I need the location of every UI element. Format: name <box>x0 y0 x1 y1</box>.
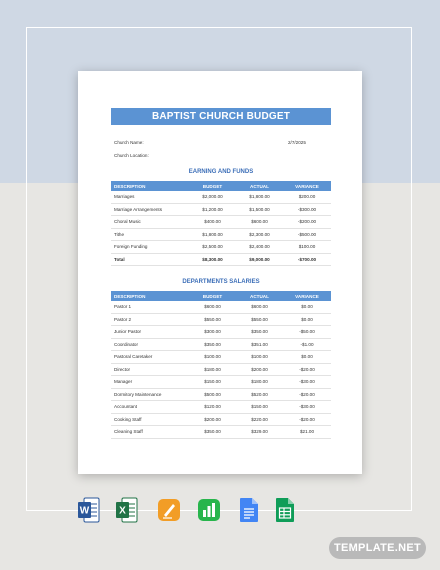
cell-actual: $1,500.00 <box>236 203 283 216</box>
table-row <box>111 228 331 241</box>
table-row <box>111 401 331 414</box>
cell-variance: $0.00 <box>283 313 331 326</box>
cell-variance: -$500.00 <box>283 228 331 241</box>
cell-budget: $2,500.00 <box>189 241 236 254</box>
cell-actual: $520.00 <box>236 388 283 401</box>
table-row <box>111 191 331 203</box>
svg-text:X: X <box>119 505 126 517</box>
svg-text:W: W <box>79 505 90 517</box>
table-row <box>111 338 331 351</box>
table-row <box>111 203 331 216</box>
cell-description: Accountant <box>111 401 189 414</box>
total-label: Total <box>111 253 189 266</box>
cell-budget: $350.00 <box>189 426 236 439</box>
word-icon[interactable] <box>78 497 100 523</box>
cell-actual: $550.00 <box>236 313 283 326</box>
cell-budget: $350.00 <box>189 338 236 351</box>
cell-actual: $220.00 <box>236 413 283 426</box>
cell-variance: -$30.00 <box>283 401 331 414</box>
earnings-header-row <box>111 181 331 191</box>
table-row <box>111 426 331 439</box>
cell-description: Junior Pastor <box>111 326 189 339</box>
cell-budget: $600.00 <box>189 301 236 313</box>
cell-budget: $500.00 <box>189 388 236 401</box>
document-page <box>78 71 362 474</box>
table-row <box>111 326 331 339</box>
cell-actual: $180.00 <box>236 376 283 389</box>
salaries-section-title: DEPARTMENTS SALARIES <box>182 279 260 285</box>
cell-variance: $200.00 <box>283 191 331 203</box>
cell-variance: -$20.00 <box>283 388 331 401</box>
cell-actual: $100.00 <box>236 351 283 364</box>
column-header-description: DESCRIPTION <box>111 181 189 191</box>
cell-variance: -$1.00 <box>283 338 331 351</box>
salaries-table <box>111 291 331 439</box>
cell-description: Pastor 2 <box>111 313 189 326</box>
total-budget: $8,300.00 <box>189 253 236 266</box>
cell-actual: $329.00 <box>236 426 283 439</box>
table-row <box>111 313 331 326</box>
cell-actual: $200.00 <box>236 363 283 376</box>
earnings-table <box>111 181 331 266</box>
google-docs-icon[interactable] <box>238 497 260 523</box>
cell-actual: $2,300.00 <box>236 228 283 241</box>
column-header-variance: VARIANCE <box>283 181 331 191</box>
table-row <box>111 413 331 426</box>
template-net-badge[interactable]: TEMPLATE.NET <box>329 537 426 559</box>
column-header-actual: ACTUAL <box>236 181 283 191</box>
cell-budget: $180.00 <box>189 363 236 376</box>
table-row <box>111 351 331 364</box>
cell-description: Cleaning Staff <box>111 426 189 439</box>
cell-budget: $200.00 <box>189 413 236 426</box>
cell-budget: $150.00 <box>189 376 236 389</box>
cell-budget: $2,000.00 <box>189 191 236 203</box>
column-header-budget: BUDGET <box>189 181 236 191</box>
column-header-variance: VARIANCE <box>283 291 331 301</box>
total-row <box>111 253 331 266</box>
cell-description: Choral Music <box>111 216 189 229</box>
cell-budget: $100.00 <box>189 351 236 364</box>
cell-description: Marriage Arrangements <box>111 203 189 216</box>
column-header-description: DESCRIPTION <box>111 291 189 301</box>
cell-budget: $1,200.00 <box>189 203 236 216</box>
cell-description: Tithe <box>111 228 189 241</box>
church-name-label: Church Name: <box>114 140 144 145</box>
cell-actual: $2,400.00 <box>236 241 283 254</box>
cell-budget: $550.00 <box>189 313 236 326</box>
table-row <box>111 216 331 229</box>
cell-description: Foreign Funding <box>111 241 189 254</box>
cell-actual: $1,800.00 <box>236 191 283 203</box>
pages-icon[interactable] <box>158 497 180 523</box>
cell-variance: -$200.00 <box>283 216 331 229</box>
total-variance: -$700.00 <box>283 253 331 266</box>
cell-variance: $0.00 <box>283 351 331 364</box>
table-row <box>111 376 331 389</box>
salaries-header-row <box>111 291 331 301</box>
document-date: 2/7/2025 <box>288 140 306 145</box>
cell-description: Coordinator <box>111 338 189 351</box>
cell-variance: $21.00 <box>283 426 331 439</box>
table-row <box>111 388 331 401</box>
cell-budget: $300.00 <box>189 326 236 339</box>
cell-variance: $100.00 <box>283 241 331 254</box>
column-header-budget: BUDGET <box>189 291 236 301</box>
numbers-icon[interactable] <box>198 497 220 523</box>
cell-description: Dormitory Maintenance <box>111 388 189 401</box>
cell-description: Pastoral Caretaker <box>111 351 189 364</box>
cell-description: Pastor 1 <box>111 301 189 313</box>
column-header-actual: ACTUAL <box>236 291 283 301</box>
cell-variance: -$20.00 <box>283 413 331 426</box>
cell-variance: -$300.00 <box>283 203 331 216</box>
cell-actual: $600.00 <box>236 301 283 313</box>
church-location-label: Church Location: <box>114 153 149 158</box>
excel-icon[interactable] <box>116 497 138 523</box>
cell-actual: $350.00 <box>236 326 283 339</box>
table-row <box>111 301 331 313</box>
google-sheets-icon[interactable] <box>274 497 296 523</box>
cell-variance: -$20.00 <box>283 363 331 376</box>
cell-budget: $400.00 <box>189 216 236 229</box>
cell-budget: $1,800.00 <box>189 228 236 241</box>
earnings-section-title: EARNING AND FUNDS <box>188 169 254 175</box>
cell-variance: -$50.00 <box>283 326 331 339</box>
cell-variance: -$30.00 <box>283 376 331 389</box>
total-actual: $9,000.00 <box>236 253 283 266</box>
cell-description: Marriages <box>111 191 189 203</box>
cell-actual: $600.00 <box>236 216 283 229</box>
document-title: BAPTIST CHURCH BUDGET <box>111 108 331 125</box>
cell-actual: $150.00 <box>236 401 283 414</box>
cell-budget: $120.00 <box>189 401 236 414</box>
cell-description: Cooking Staff <box>111 413 189 426</box>
cell-variance: $0.00 <box>283 301 331 313</box>
table-row <box>111 363 331 376</box>
cell-description: Director <box>111 363 189 376</box>
cell-actual: $351.00 <box>236 338 283 351</box>
cell-description: Manager <box>111 376 189 389</box>
table-row <box>111 241 331 254</box>
